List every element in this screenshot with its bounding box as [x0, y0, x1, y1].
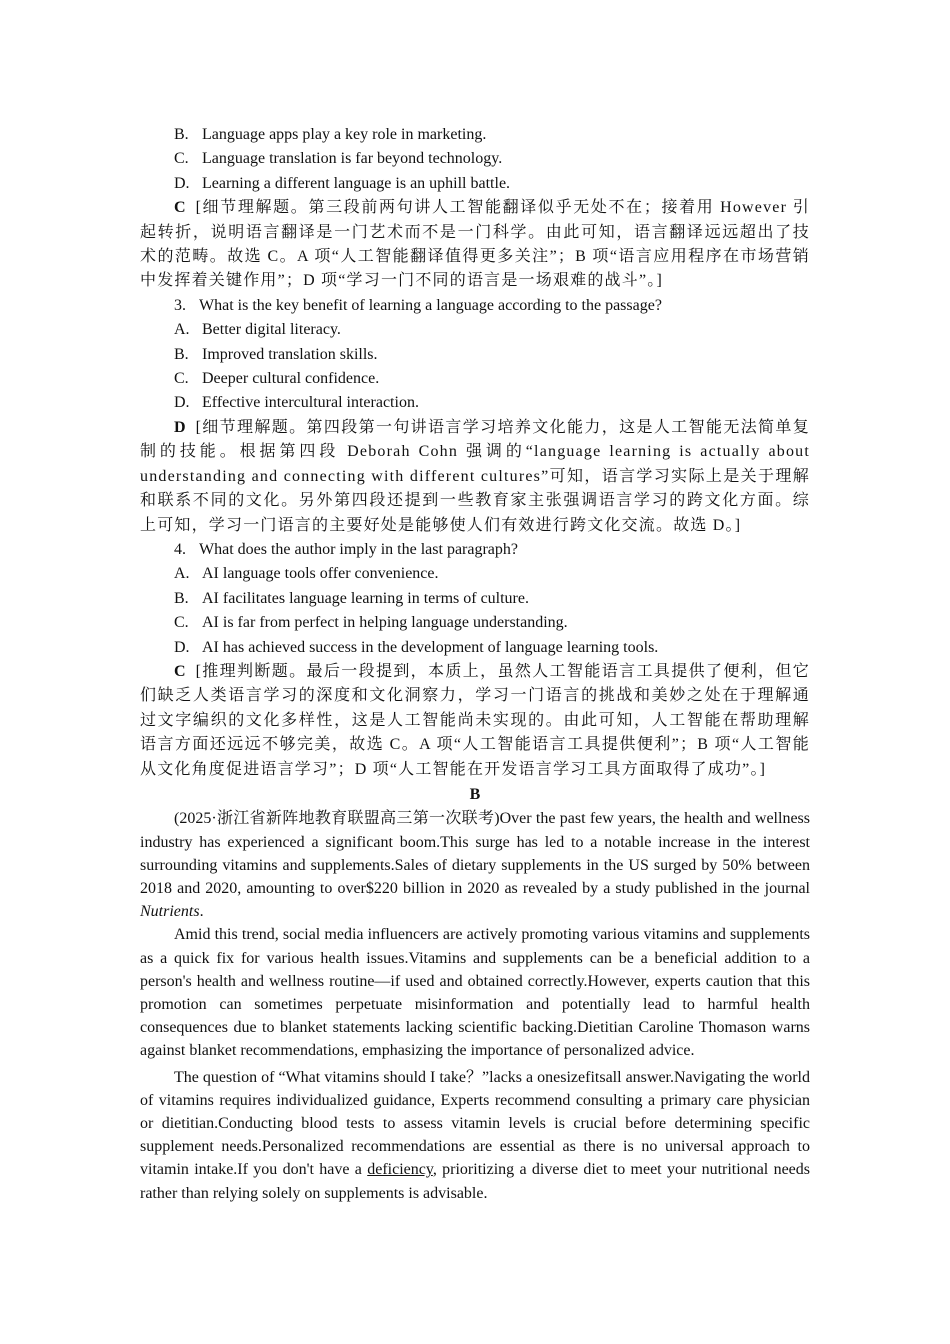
passage-paragraph-1: (2025·浙江省新阵地教育联盟高三第一次联考)Over the past few years, the health and wellness industry has experienced a significant boom.This surge has led to a notable increase in the interest surrounding vitamins and supplements.Sales of dietary supplements in the US surged by 50% between 2018 and 2020, amounting to over$220 billion in 2020 as revealed by a study published in the journal Nutrients.: [140, 810, 810, 921]
question-4: 4. What does the author imply in the last paragraph?: [174, 540, 519, 558]
journal-name: Nutrients: [140, 903, 200, 921]
q4-option-a: A. AI language tools offer convenience.: [174, 565, 439, 583]
section-title: B: [469, 785, 481, 803]
q3-option-c: C. Deeper cultural confidence.: [174, 370, 380, 388]
q2-option-d: D. Learning a different language is an uphill battle.: [174, 174, 511, 192]
document-content: [140, 123, 810, 1205]
q3-option-b: B. Improved translation skills.: [174, 345, 378, 363]
underlined-word: deficiency: [367, 1161, 433, 1179]
q3-answer-letter: D: [174, 418, 186, 436]
q4-option-b: B. AI facilitates language learning in terms of culture.: [174, 589, 529, 607]
passage-source: (2025·浙江省新阵地教育联盟高三第一次联考): [174, 810, 500, 828]
passage-paragraph-2: Amid this trend, social media influencers are actively promoting various vitamins and supplements as a quick fix for various health issues.Vitamins and supplements can be a beneficial addition to a person's health and wellness routine—if used and obtained correctly.However, experts caution that this promotion can sometimes perpetuate misinformation and potentially lead to harmful health consequences due to blanket statements lacking scientific backing.Dietitian Caroline Thomason warns against blanket recommendations, emphasizing the importance of personalized advice.: [140, 926, 810, 1060]
q2-answer-letter: C: [174, 199, 186, 217]
q3-option-a: A. Better digital literacy.: [174, 321, 341, 339]
q3-answer-explanation: D [细节理解题。第四段第一句讲语言学习培养文化能力，这是人工智能无法简单复制的技能。根据第四段 Deborah Cohn 强调的“language learning is actually about understanding and connecting with different cultures”可知，语言学习实际上是关于理解和联系不同的文化。另外第四段还提到一些教育家主张强调语言学习的跨文化方面。综上可知，学习一门语言的主要好处是能够使人们有效进行跨文化交流。故选 D。]: [140, 418, 810, 534]
passage-paragraph-3: The question of “What vitamins should I take？”lacks a onesizefitsall answer.Navigating the world of vitamins requires individualized guidance, Experts recommend consulting a primary care physician or dietitian.Conducting blood tests to assess vitamin levels is crucial before determining specific supplement needs.Personalized recommendations are essential as there is no universal approach to vitamin intake.If you don't have a deficiency, prioritizing a diverse diet to meet your nutritional needs rather than relying solely on supplements is advisable.: [140, 1068, 811, 1202]
q4-option-d: D. AI has achieved success in the development of language learning tools.: [174, 638, 659, 656]
question-3: 3. What is the key benefit of learning a language according to the passage?: [174, 296, 662, 314]
q2-answer-explanation: C [细节理解题。第三段前两句讲人工智能翻译似乎无处不在；接着用 However 引起转折，说明语言翻译是一门艺术而不是一门科学。由此可知，语言翻译远远超出了技术的范畴。故选 C。A 项“人工智能翻译值得更多关注”；B 项“语言应用程序在市场营销中发挥着关键作用”；D 项“学习一门不同的语言是一场艰难的战斗”。]: [140, 199, 810, 290]
q4-answer-letter: C: [174, 662, 186, 680]
q2-option-c: C. Language translation is far beyond technology.: [174, 150, 503, 168]
q2-option-b: B. Language apps play a key role in marketing.: [174, 126, 487, 143]
q3-option-d: D. Effective intercultural interaction.: [174, 394, 419, 412]
q4-option-c: C. AI is far from perfect in helping language understanding.: [174, 614, 568, 632]
q4-answer-explanation: C [推理判断题。最后一段提到，本质上，虽然人工智能语言工具提供了便利，但它们缺乏人类语言学习的深度和文化洞察力，学习一门语言的挑战和美妙之处在于理解通过文字编织的文化多样性，这是人工智能尚未实现的。由此可知，人工智能在帮助理解语言方面还远远不够完美，故选 C。A 项“人工智能语言工具提供便利”；B 项“人工智能从文化角度促进语言学习”；D 项“人工智能在开发语言学习工具方面取得了成功”。]: [140, 662, 810, 778]
